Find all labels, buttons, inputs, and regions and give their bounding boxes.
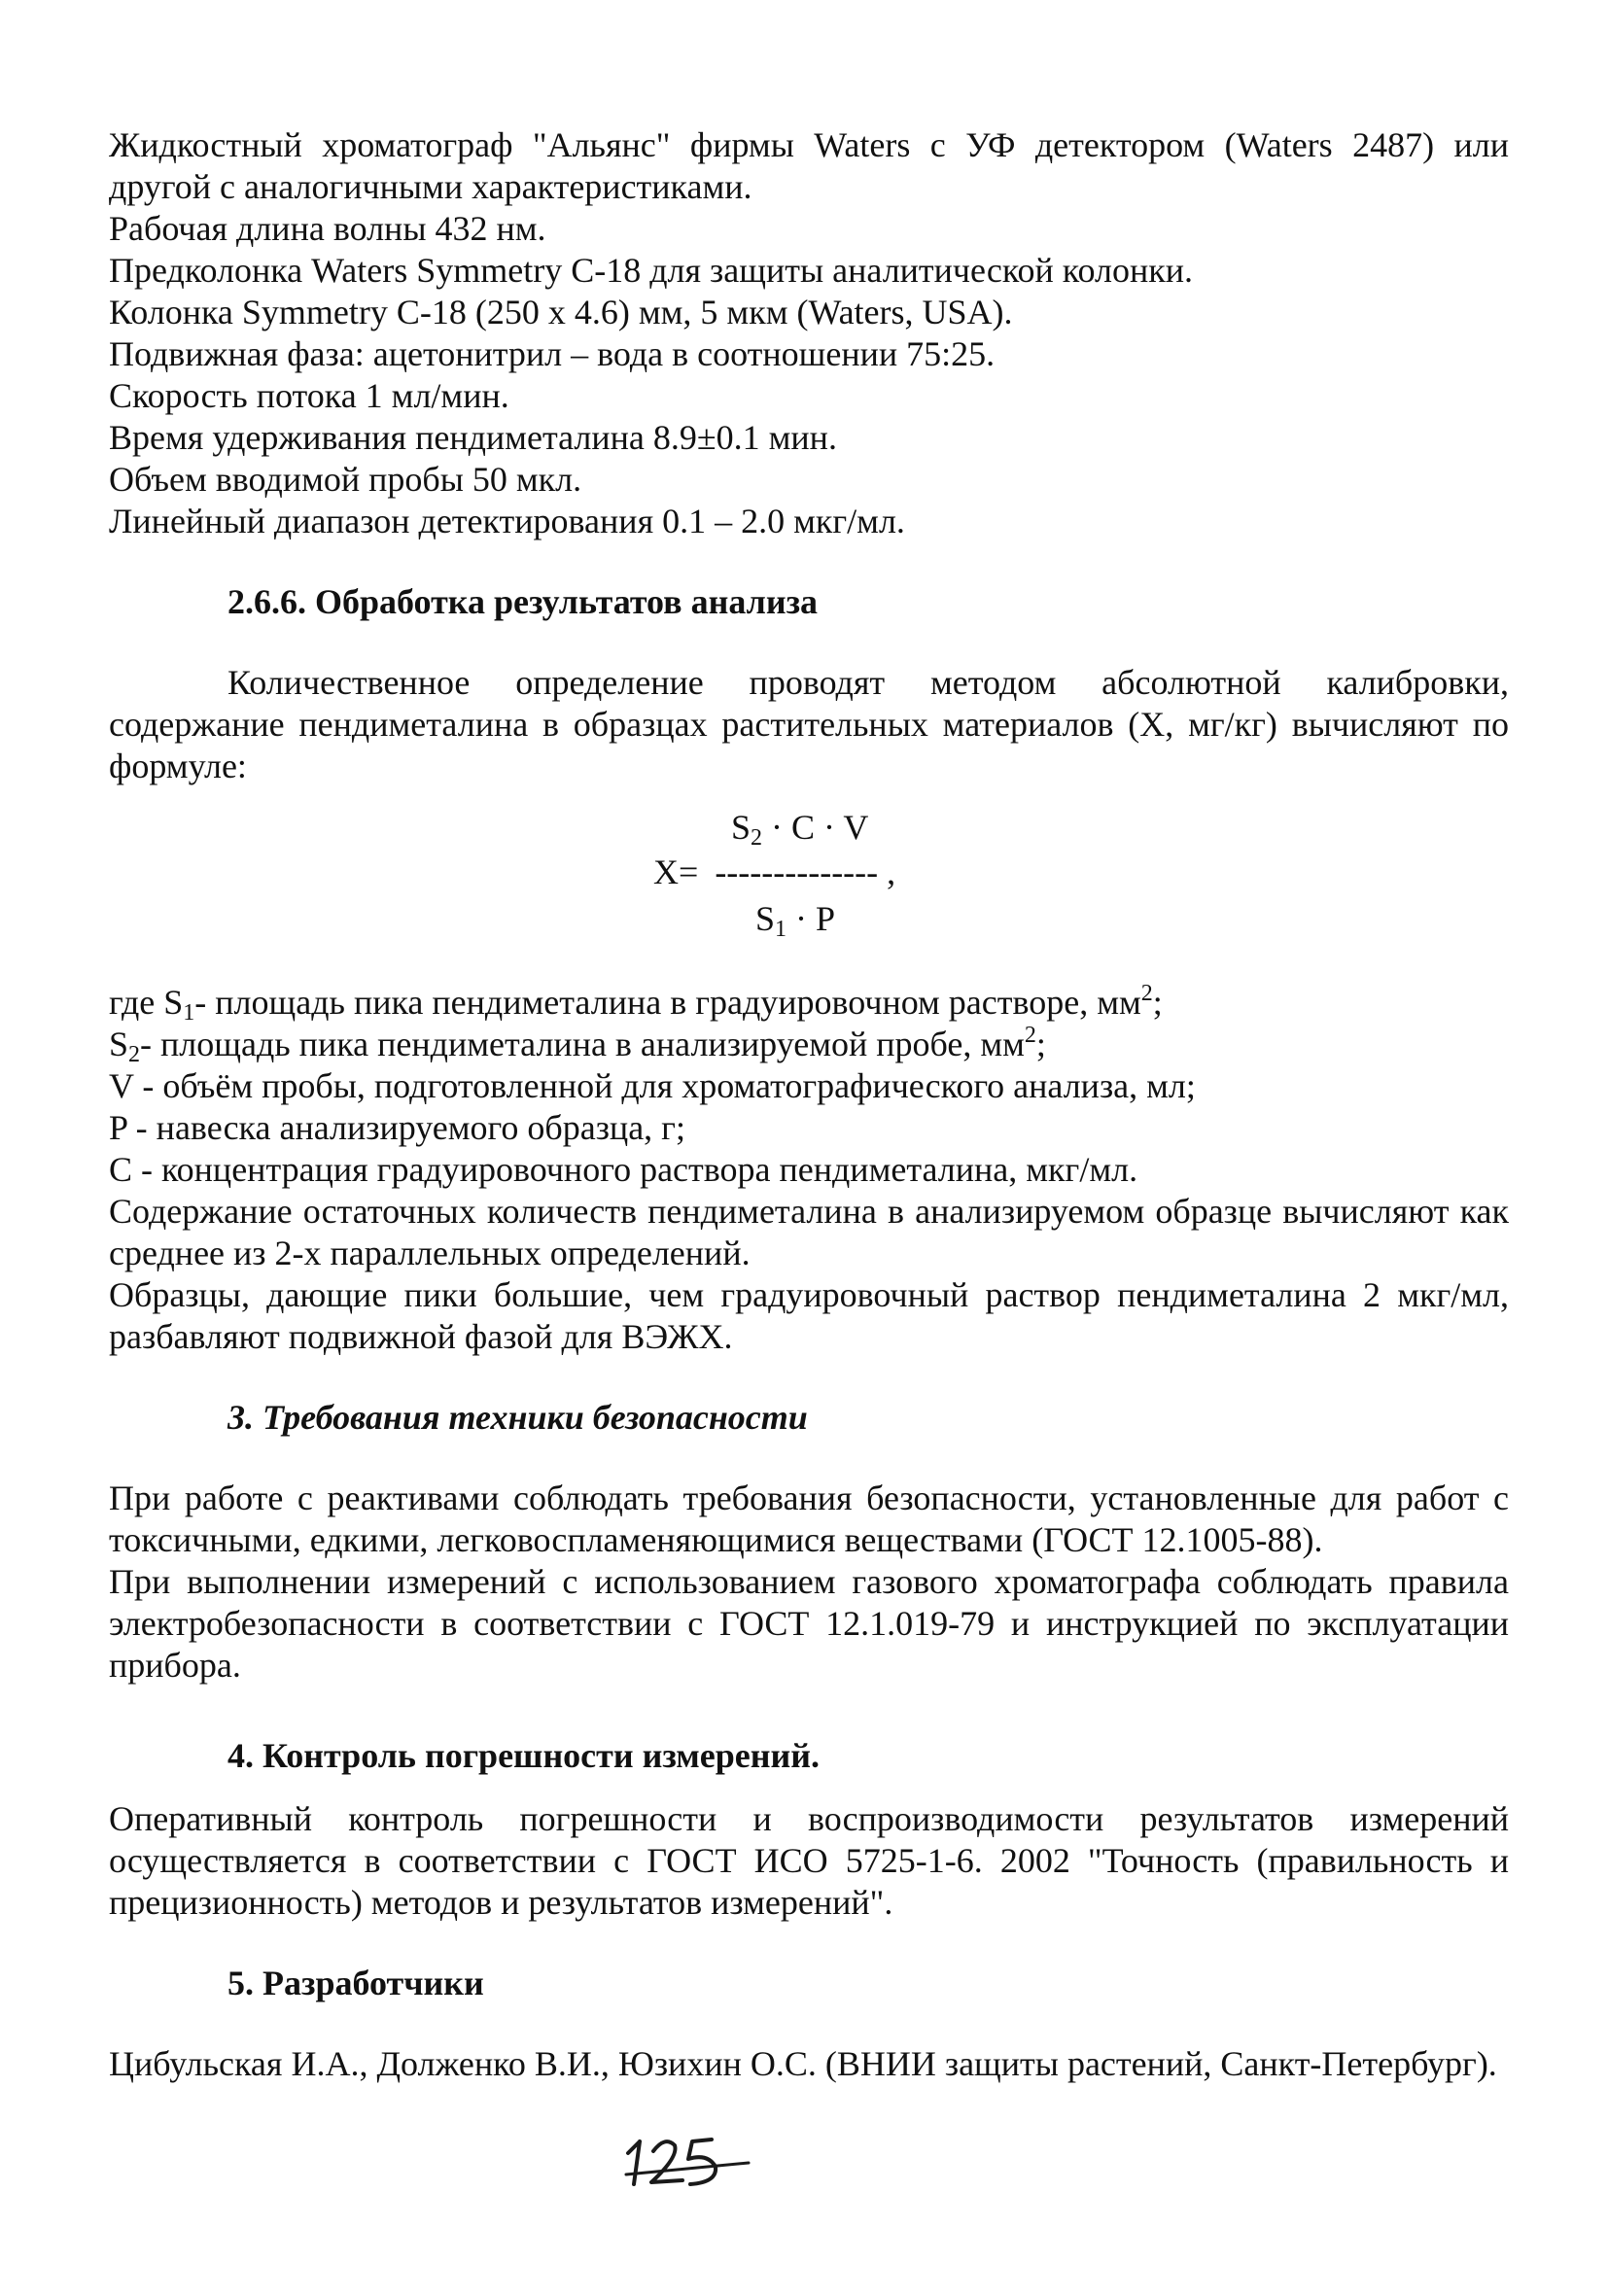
definition-c: C - концентрация градуировочного раствора пендиметалина, мкг/мл.: [109, 1150, 1138, 1189]
handwritten-page-number: [622, 2124, 758, 2192]
section-heading-4: 4. Контроль погрешности измерений.: [227, 1736, 821, 1775]
formula-numerator: $S_2 \cdot C \cdot V$: [731, 808, 869, 851]
dilution-line: разбавляют подвижной фазой для ВЭЖХ.: [109, 1317, 733, 1356]
equipment-line: Время удерживания пендиметалина 8.9±0.1 мин.: [109, 418, 837, 457]
definition-p: P - навеска анализируемого образца, г;: [109, 1108, 685, 1147]
equipment-line: Колонка Symmetry C-18 (250 x 4.6) мм, 5 мкм (Waters, USA).: [109, 293, 1013, 331]
section-3-body: [109, 1478, 1509, 1687]
section-heading-2-6-6: 2.6.6. Обработка результатов анализа: [227, 582, 819, 621]
formula-fraction-bar: --------------: [715, 852, 879, 891]
equipment-line: Рабочая длина волны 432 нм.: [109, 209, 546, 248]
control-line: осуществляется в соответствии с ГОСТ ИСО 5725-1-6. 2002 "Точность (правильность и: [109, 1841, 1509, 1880]
equipment-line: Предколонка Waters Symmetry C-18 для защиты аналитической колонки.: [109, 251, 1193, 290]
safety-line: прибора.: [109, 1646, 241, 1685]
definition-s1: где $S_1-$ площадь пика пендиметалина в градуировочном растворе, $мм^2$;: [109, 981, 1163, 1026]
formula-denominator: $S_1 \cdot P$: [755, 899, 836, 942]
document-page: [109, 124, 1509, 2085]
safety-line: электробезопасности в соответствии с ГОСТ 12.1.019-79 и инструкцией по эксплуатации: [109, 1604, 1509, 1643]
formula-definitions: [109, 982, 1509, 1358]
section-heading-5: 5. Разработчики: [227, 1964, 484, 2002]
equipment-line: Линейный диапазон детектирования 0.1 – 2.0 мкг/мл.: [109, 502, 905, 540]
definition-v: V - объём пробы, подготовленной для хроматографического анализа, мл;: [109, 1066, 1196, 1105]
intro-line: содержание пендиметалина в образцах растительных материалов (X, мг/кг) вычисляют по: [109, 705, 1509, 744]
section-heading-3: 3. Требования техники безопасности: [227, 1398, 808, 1437]
equipment-line: Объем вводимой пробы 50 мкл.: [109, 460, 582, 499]
result-line: среднее из 2-х параллельных определений.: [109, 1234, 751, 1272]
result-line: Содержание остаточных количеств пендиметалина в анализируемом образце вычисляют как: [109, 1192, 1509, 1231]
intro-line: Количественное определение проводят методом абсолютной калибровки,: [227, 663, 1509, 702]
equipment-line: Скорость потока 1 мл/мин.: [109, 376, 509, 415]
safety-line: При работе с реактивами соблюдать требования безопасности, установленные для работ с: [109, 1478, 1509, 1517]
intro-line: формуле:: [109, 747, 247, 785]
safety-line: При выполнении измерений с использованием газового хроматографа соблюдать правила: [109, 1562, 1509, 1601]
section-4-body: [109, 1798, 1509, 1924]
control-line: Оперативный контроль погрешности и воспроизводимости результатов измерений: [109, 1799, 1509, 1838]
developers-line: Цибульская И.А., Долженко В.И., Юзихин О.С. (ВНИИ защиты растений, Санкт-Петербург).: [109, 2044, 1497, 2083]
calculation-formula: [109, 807, 1509, 953]
equipment-line: Подвижная фаза: ацетонитрил – вода в соотношении 75:25.: [109, 334, 996, 373]
safety-line: токсичными, едкими, легковоспламеняющимися веществами (ГОСТ 12.1005-88).: [109, 1520, 1323, 1559]
equipment-line: другой с аналогичными характеристиками.: [109, 167, 752, 206]
section-5-body: [109, 2043, 1509, 2085]
equipment-list: [109, 124, 1509, 542]
definition-s2: $S_2-$ площадь пика пендиметалина в анализируемой пробе, $мм^2$;: [109, 1023, 1046, 1067]
section-2-6-6-intro: [109, 662, 1509, 787]
dilution-line: Образцы, дающие пики большие, чем градуировочный раствор пендиметалина 2 мкг/мл,: [109, 1275, 1509, 1314]
formula-equation-line: X= -------------- ,: [653, 852, 896, 891]
equipment-line: Жидкостный хроматограф "Альянс" фирмы Waters с УФ детектором (Waters 2487) или: [109, 125, 1509, 164]
control-line: прецизионность) методов и результатов измерений".: [109, 1883, 893, 1922]
